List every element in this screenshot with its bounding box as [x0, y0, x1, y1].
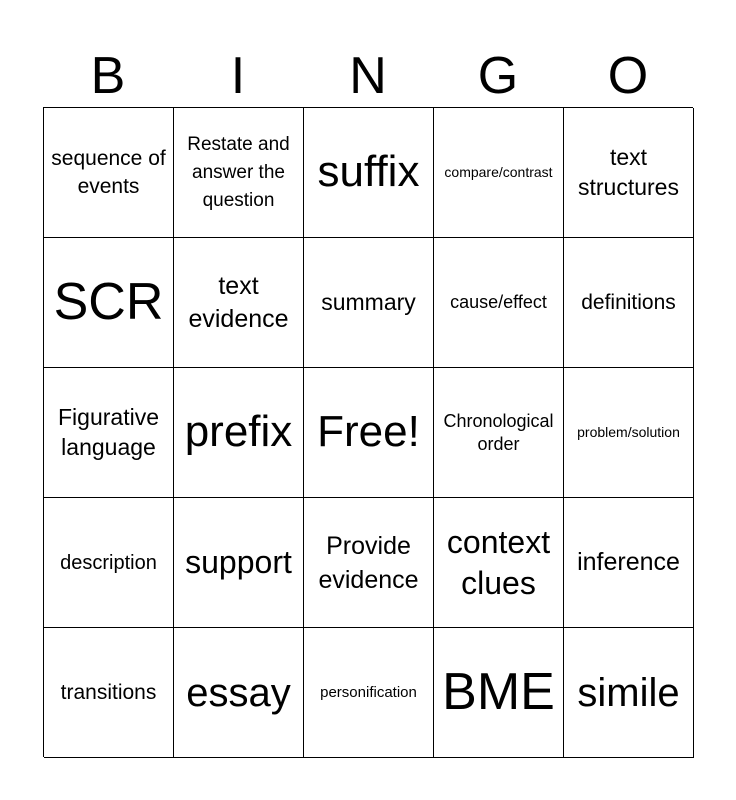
- header-letter-n: N: [349, 47, 387, 105]
- cell-text: text evidence: [188, 272, 289, 333]
- bingo-cell[interactable]: [44, 238, 174, 368]
- bingo-cell[interactable]: [434, 498, 564, 628]
- header-letter-o: O: [607, 47, 649, 105]
- cell-text: cause/effect: [450, 291, 547, 312]
- bingo-header: [43, 46, 693, 106]
- cell-text: Chronological order: [443, 410, 554, 454]
- cell-text: transitions: [60, 680, 157, 704]
- header-letter-b: B: [90, 47, 126, 105]
- cell-text: problem/solution: [577, 424, 680, 441]
- cell-text: context clues: [446, 523, 551, 601]
- cell-text: summary: [321, 288, 416, 315]
- header-letter-i: I: [230, 47, 246, 105]
- cell-text: SCR: [53, 272, 164, 331]
- bingo-cell[interactable]: [174, 238, 304, 368]
- cell-text: definitions: [581, 290, 676, 314]
- cell-text: compare/contrast: [444, 164, 553, 181]
- cell-text: simile: [577, 670, 680, 715]
- bingo-cell[interactable]: [304, 238, 434, 368]
- bingo-cell[interactable]: [564, 238, 694, 368]
- bingo-cell[interactable]: [174, 108, 304, 238]
- cell-text: Figurative language: [58, 403, 159, 460]
- cell-text: suffix: [317, 147, 420, 197]
- header-letter-g: G: [477, 47, 519, 105]
- cell-text: Provide evidence: [318, 531, 419, 594]
- cell-text: prefix: [184, 407, 293, 457]
- bingo-cell[interactable]: [174, 628, 304, 758]
- cell-text: support: [185, 543, 292, 580]
- bingo-cell[interactable]: [564, 368, 694, 498]
- bingo-cell[interactable]: [434, 628, 564, 758]
- cell-text: text structures: [578, 143, 679, 200]
- bingo-cell[interactable]: [564, 498, 694, 628]
- cell-text: BME: [442, 662, 555, 721]
- cell-text: description: [60, 551, 157, 574]
- free-space-text: Free!: [317, 407, 420, 457]
- bingo-cell[interactable]: [44, 368, 174, 498]
- bingo-cell[interactable]: [434, 108, 564, 238]
- bingo-cell[interactable]: [304, 108, 434, 238]
- bingo-cell[interactable]: [564, 628, 694, 758]
- cell-text: essay: [186, 670, 291, 715]
- bingo-cell[interactable]: [44, 498, 174, 628]
- bingo-cell free-space[interactable]: [304, 368, 434, 498]
- cell-text: Restate and answer the question: [187, 133, 290, 211]
- bingo-cell[interactable]: [44, 108, 174, 238]
- bingo-cell[interactable]: [304, 628, 434, 758]
- bingo-cell[interactable]: [564, 108, 694, 238]
- bingo-cell[interactable]: [174, 368, 304, 498]
- bingo-cell[interactable]: [434, 368, 564, 498]
- bingo-cell[interactable]: [44, 628, 174, 758]
- bingo-card: [43, 107, 693, 757]
- cell-text: personification: [320, 683, 417, 701]
- cell-text: sequence of events: [51, 147, 166, 198]
- bingo-cell[interactable]: [304, 498, 434, 628]
- cell-text: inference: [577, 548, 680, 577]
- bingo-cell[interactable]: [434, 238, 564, 368]
- bingo-cell[interactable]: [174, 498, 304, 628]
